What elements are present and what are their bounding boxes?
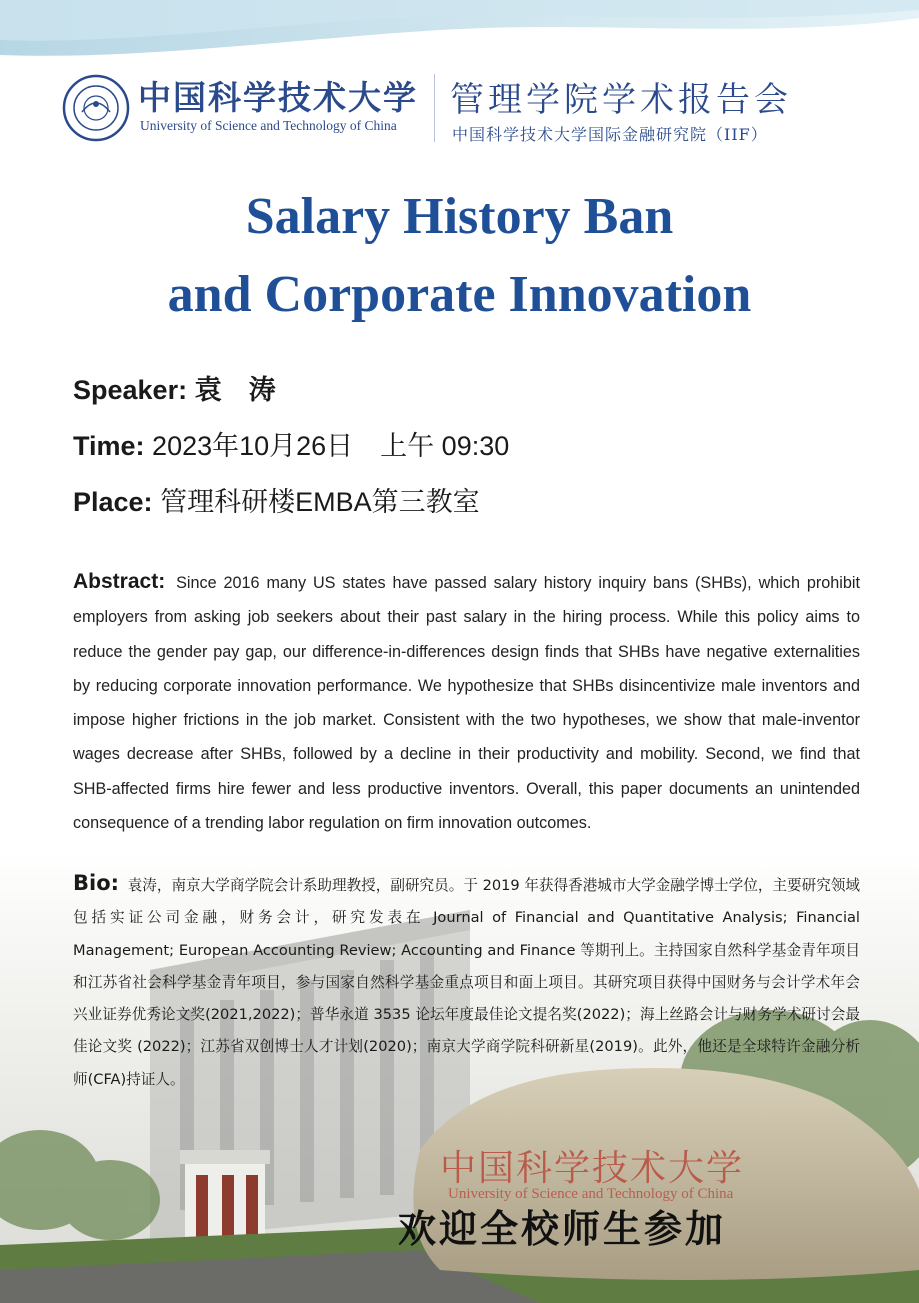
series-subtitle: 中国科学技术大学国际金融研究院（IIF） xyxy=(452,125,768,144)
talk-title-line1: Salary History Ban xyxy=(245,188,674,245)
place-label: Place: xyxy=(73,487,153,517)
bio-text: 袁涛，南京大学商学院会计系助理教授，副研究员。于 2019 年获得香港城市大学金融学博士学位，主要研究领域包括实证公司金融，财务会计，研究发表在 Journal of Financial and Quantitative Analysis; Financial Management; European Accounting Review; Accounting and Finance 等期刊上。主持国家自然科学基金青年项目和江苏省社会科学基金青年项目，参与国家自然科学基金重点项目和面上项目。其研究项目获得中国财务与会计学术年会兴业证券优秀论文奖(2021,2022)；普华永道 3535 论坛年度最佳论文提名奖(2022)；海上丝路会计与财务学术研讨会最佳论文奖 (2022)；江苏省双创博士人才计划(2020)；南京大学商学院科研新星(2019)。此外，他还是全球特许金融分析师(CFA)持证人。 xyxy=(73,877,861,1088)
time-line xyxy=(73,424,509,463)
speaker-value: 袁 涛 xyxy=(194,375,276,405)
bio xyxy=(73,867,860,1096)
top-wave-decoration xyxy=(0,0,919,70)
university-seal-icon xyxy=(62,74,130,142)
abstract-text: Since 2016 many US states have passed salary history inquiry bans (SHBs), which prohibit employers from asking job seekers about their past salary in the hiring process. While this policy aims to reduce the gender pay gap, our difference-in-differences design finds that SHBs have negative externalities by reducing corporate innovation performance. We hypothesize that SHBs disincentivize male inventors and impose higher frictions in the job market. Consistent with the two hypotheses, we show that male-inventor wages decrease after SHBs, followed by a decline in their productivity and mobility. Second, we find that SHB-affected firms hire fewer and less productive inventors. Overall, this paper documents an unintended consequence of a trending labor regulation on firm innovation outcomes. xyxy=(73,574,861,833)
welcome-text: 欢迎全校师生参加 xyxy=(398,1206,727,1251)
talk-title-line2: and Corporate Innovation xyxy=(167,266,752,323)
rock-inscription-cn: 中国科学技术大学 xyxy=(440,1148,745,1189)
time-value: 2023年10月26日 上午 09:30 xyxy=(152,431,510,461)
talk-title xyxy=(0,178,919,334)
rock-inscription-en: University of Science and Technology of China xyxy=(448,1186,734,1202)
place-line xyxy=(73,480,480,519)
abstract xyxy=(73,565,860,840)
university-name-en: University of Science and Technology of China xyxy=(140,118,397,133)
speaker-line xyxy=(73,368,276,407)
time-label: Time: xyxy=(73,431,145,461)
series-title: 管理学院学术报告会 xyxy=(450,80,792,120)
header-divider xyxy=(434,74,435,142)
header xyxy=(62,66,862,156)
abstract-label: Abstract: xyxy=(73,570,166,593)
speaker-label: Speaker: xyxy=(73,375,188,405)
place-value: 管理科研楼EMBA第三教室 xyxy=(160,487,480,517)
university-name-cn: 中国科学技术大学 xyxy=(138,78,418,117)
bio-label: Bio: xyxy=(73,871,120,895)
